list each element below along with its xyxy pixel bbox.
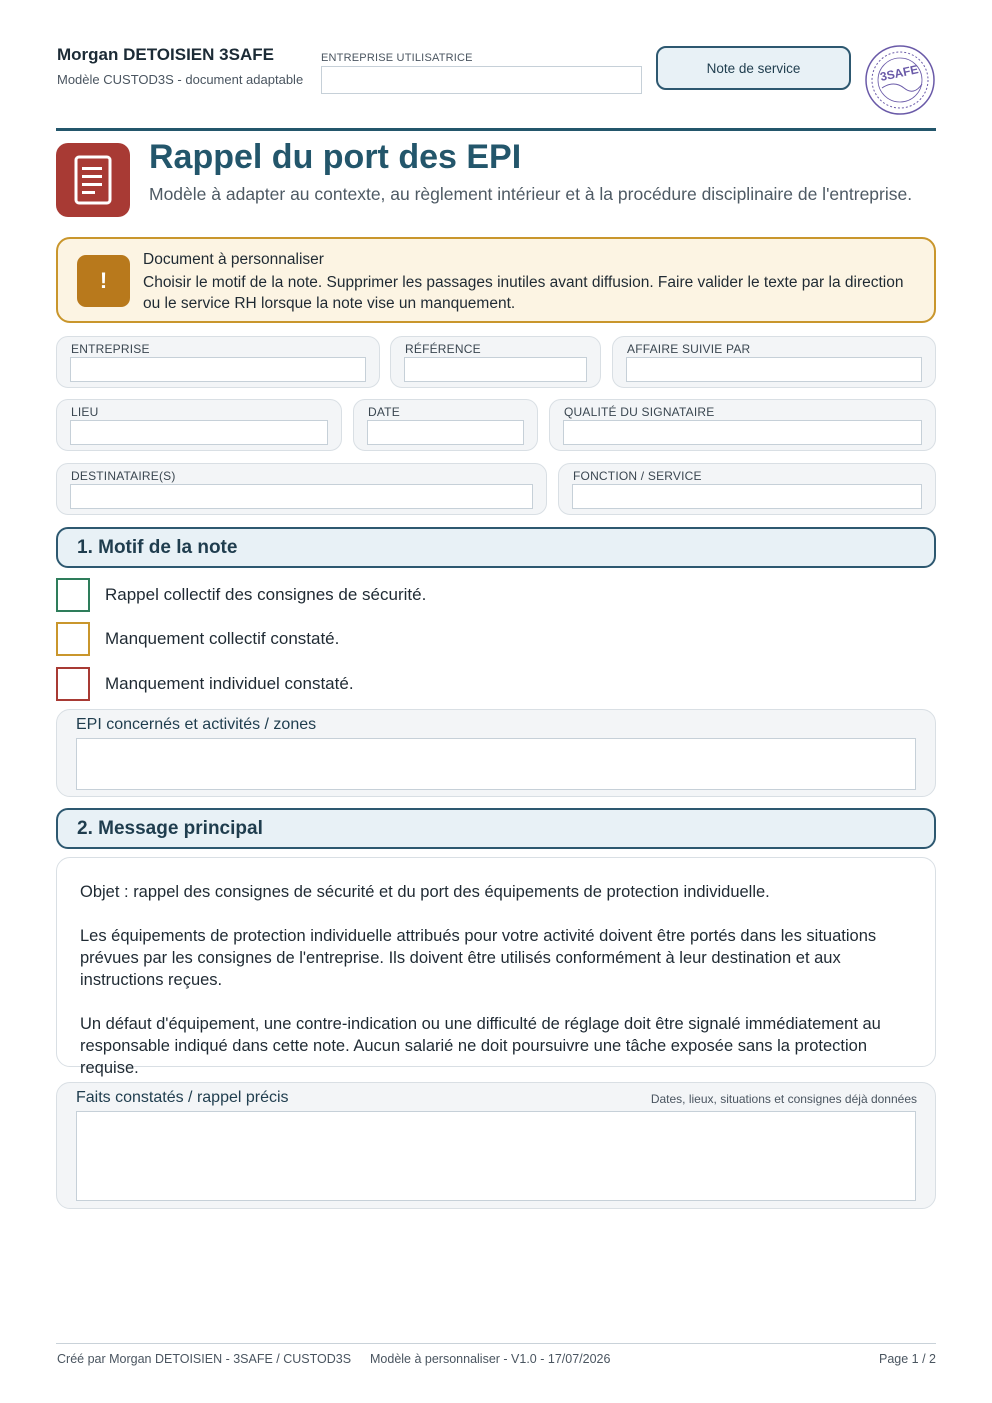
date-field [353, 399, 538, 451]
motif-option-collectif[interactable] [56, 622, 656, 656]
motif-option-label: Manquement collectif constaté. [105, 629, 340, 648]
message-paragraph: Les équipements de protection individuelle attribués pour votre activité doivent être portés dans les situations prévues par les consignes de l'entreprise. Ils doivent être utilisés conformément à leur destination et aux instructions reçues. [80, 927, 877, 989]
page-subtitle: Modèle à adapter au contexte, au règlement intérieur et à la procédure disciplinaire de l'entreprise. [149, 184, 913, 204]
section-motif-header [56, 527, 936, 568]
affaire-label: AFFAIRE SUIVIE PAR [627, 342, 751, 356]
section-motif-title: 1. Motif de la note [77, 537, 238, 558]
document-icon [56, 143, 130, 217]
entreprise-input[interactable] [70, 357, 366, 382]
entreprise-field [56, 336, 380, 388]
lieu-label: LIEU [71, 405, 99, 419]
checkbox-rappel[interactable] [56, 578, 90, 612]
footer-version: Modèle à personnaliser - V1.0 - 17/07/2026 [370, 1352, 611, 1366]
message-paragraph: Objet : rappel des consignes de sécurité et du port des équipements de protection individuelle. [80, 883, 770, 901]
author-name: Morgan DETOISIEN 3SAFE [57, 45, 274, 64]
destinataires-input[interactable] [70, 484, 533, 509]
footer-page: Page 1 / 2 [879, 1352, 936, 1366]
epi-box [56, 709, 936, 797]
fonction-field [558, 463, 936, 515]
qualite-label: QUALITÉ DU SIGNATAIRE [564, 405, 715, 419]
epi-label: EPI concernés et activités / zones [76, 716, 317, 733]
page-title: Rappel du port des EPI [149, 138, 522, 176]
lieu-field [56, 399, 342, 451]
reference-field [390, 336, 601, 388]
faits-label: Faits constatés / rappel précis [76, 1089, 289, 1106]
footer-divider [56, 1343, 936, 1344]
qualite-field [549, 399, 936, 451]
fonction-label: FONCTION / SERVICE [573, 469, 702, 483]
personalize-alert [56, 237, 936, 323]
warning-icon: ! [77, 255, 130, 307]
entreprise-label: ENTREPRISE [71, 342, 150, 356]
affaire-field [612, 336, 936, 388]
date-input[interactable] [367, 420, 524, 445]
footer-created: Créé par Morgan DETOISIEN - 3SAFE / CUSTOD3S [57, 1352, 352, 1366]
alert-title: Document à personnaliser [143, 251, 324, 268]
message-paragraph: Un défaut d'équipement, une contre-indication ou une difficulté de réglage doit être signalé immédiatement au responsable indiqué dans cette note. Aucun salarié ne doit poursuivre une tâche exposée sans la protection requise. [80, 1015, 881, 1077]
motif-option-rappel[interactable] [56, 578, 656, 612]
header-divider [56, 128, 936, 131]
destinataires-label: DESTINATAIRE(S) [71, 469, 176, 483]
message-text[interactable] [80, 881, 900, 1101]
faits-box [56, 1082, 936, 1209]
reference-label: RÉFÉRENCE [405, 342, 481, 356]
motif-option-label: Rappel collectif des consignes de sécurité. [105, 585, 427, 604]
entreprise-utilisatrice-input[interactable] [321, 66, 642, 94]
checkbox-individuel[interactable] [56, 667, 90, 701]
lieu-input[interactable] [70, 420, 328, 445]
section-message-title: 2. Message principal [77, 818, 263, 839]
date-label: DATE [368, 405, 400, 419]
motif-option-individuel[interactable] [56, 667, 656, 701]
section-message-header [56, 808, 936, 849]
checkbox-collectif[interactable] [56, 622, 90, 656]
fonction-input[interactable] [572, 484, 922, 509]
alert-text: Choisir le motif de la note. Supprimer les passages inutiles avant diffusion. Faire valider le texte par la direction ou le service RH lorsque la note vise un manquement. [143, 274, 904, 312]
destinataires-field [56, 463, 547, 515]
qualite-input[interactable] [563, 420, 922, 445]
motif-option-label: Manquement individuel constaté. [105, 674, 354, 693]
svg-text:3SAFE: 3SAFE [878, 62, 920, 84]
faits-hint: Dates, lieux, situations et consignes déjà données [650, 1092, 917, 1106]
stamp-logo-icon [864, 44, 936, 116]
entreprise-utilisatrice-label: ENTREPRISE UTILISATRICE [321, 52, 473, 64]
faits-input[interactable] [76, 1111, 916, 1201]
affaire-input[interactable] [626, 357, 922, 382]
reference-input[interactable] [404, 357, 587, 382]
epi-input[interactable] [76, 738, 916, 790]
note-de-service-button[interactable]: Note de service [656, 46, 851, 90]
model-reference: Modèle CUSTOD3S - document adaptable [57, 72, 304, 87]
